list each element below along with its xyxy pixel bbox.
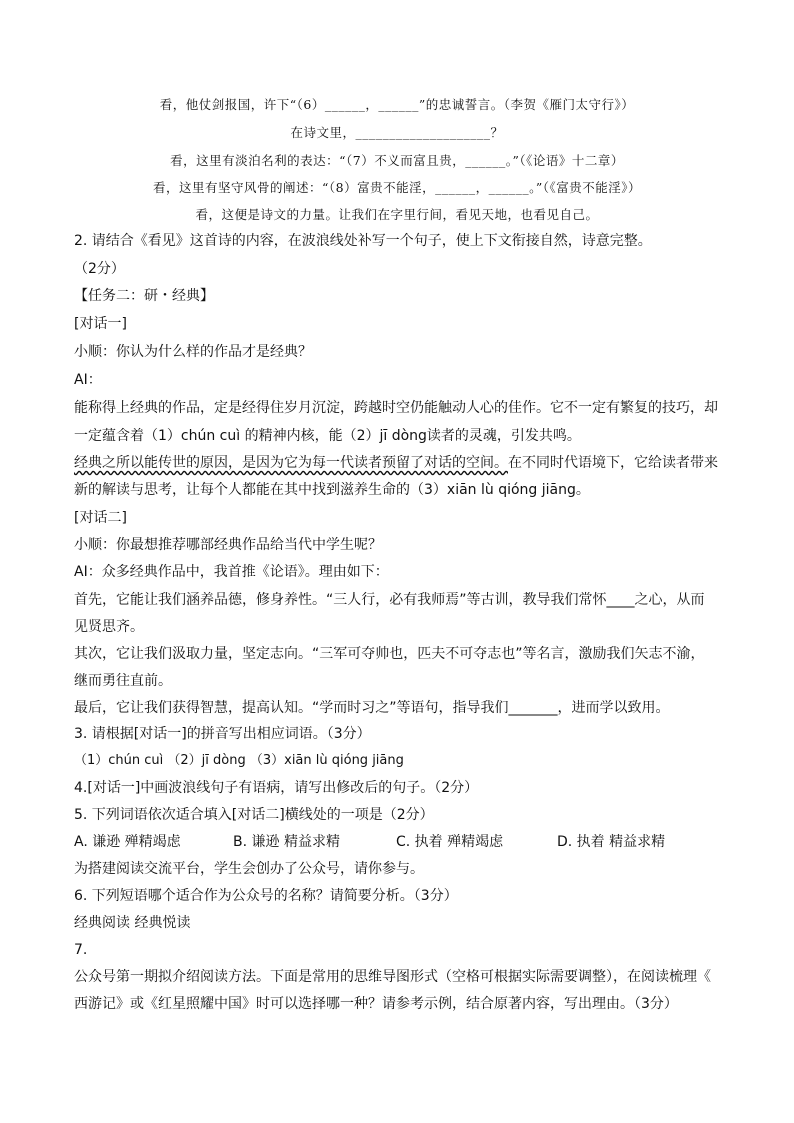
dialog2-para1-line2: 见贤思齐。: [74, 619, 144, 635]
question-3-pinyin: （1）chún cuì （2）jī dòng （3）xiān lù qióng jiāng: [74, 753, 404, 768]
dialog2-para1-post: 之心，从而: [634, 592, 705, 608]
dialog1-para2-line2: 新的解读与思考，让每个人都能在其中找到滋养生命的（3）xiān lù qióng jiāng。: [74, 482, 590, 498]
question-7-line1: 公众号第一期拟介绍阅读方法。下面是常用的思维导图形式（空格可根据实际需要调整），在阅读梳理《: [74, 969, 711, 985]
dialog2-para1-line1: [74, 589, 705, 611]
question-5: 5. 下列词语依次适合填入[对话二]横线处的一项是（2分）: [74, 807, 434, 823]
poem-line-3: 看，这里有淡泊名利的表达：“（7）不义而富且贵，______。”（《论语》十二章）: [170, 153, 624, 168]
dialog1-para2-rest: 在不同时代语境下，它给读者带来: [508, 455, 718, 471]
dialog1-question: 小顺：你认为什么样的作品才是经典？: [74, 344, 312, 360]
dialog1-label: [对话一]: [74, 316, 127, 332]
question-7-number: 7.: [74, 942, 88, 958]
question-2: 2. 请结合《看见》这首诗的内容，在波浪线处补写一个句子，使上下文衔接自然，诗意完整。: [74, 233, 652, 249]
platform-intro: 为搭建阅读交流平台，学生会创办了公众号，请你参与。: [74, 861, 424, 877]
dialog2-para2-line2: 继而勇往直前。: [74, 673, 172, 689]
option-c: C. 执着 殚精竭虑: [396, 834, 504, 850]
question-7-line2: 西游记》或《红星照耀中国》时可以选择哪一种？请参考示例，结合原著内容，写出理由。（3分）: [74, 996, 678, 1012]
option-a: A. 谦逊 殚精竭虑: [74, 834, 181, 850]
dialog1-ai-label: AI：: [74, 372, 102, 388]
question-6-options: 经典阅读 经典悦读: [74, 915, 191, 931]
dialog1-para2-line1: [74, 452, 718, 474]
question-4: 4.[对话一]中画波浪线句子有语病，请写出修改后的句子。（2分）: [74, 780, 479, 796]
wavy-sentence: 经典之所以能传世的原因，是因为它为每一代读者预留了对话的空间。: [74, 455, 508, 471]
dialog2-question: 小顺：你最想推荐哪部经典作品给当代中学生呢？: [74, 537, 382, 553]
option-d: D. 执着 精益求精: [557, 834, 666, 850]
poem-line-5: 看，这便是诗文的力量。让我们在字里行间，看见天地，也看见自己。: [195, 207, 599, 222]
dialog2-para2-line1: 其次，它让我们汲取力量，坚定志向。“三军可夺帅也，匹夫不可夺志也”等名言，激励我们矢志不渝，: [74, 646, 705, 662]
dialog2-blank-1: ____: [606, 592, 635, 608]
poem-line-4: 看，这里有坚守风骨的阐述：“（8）富贵不能淫，______，______。”（《富贵不能淫》）: [153, 180, 641, 195]
poem-line-1: 看，他仗剑报国，许下“（6）______，______”的忠诚誓言。（李贺《雁门太守行》）: [159, 97, 635, 112]
dialog2-label: [对话二]: [74, 510, 127, 526]
dialog1-para1-line1: 能称得上经典的作品，定是经得住岁月沉淀，跨越时空仍能触动人心的佳作。它不一定有繁复的技巧，却: [74, 400, 718, 416]
question-6: 6. 下列短语哪个适合作为公众号的名称？请简要分析。（3分）: [74, 888, 458, 904]
question-2-score: （2分）: [74, 261, 125, 277]
option-b: B. 谦逊 精益求精: [233, 834, 340, 850]
dialog1-para1-line2: 一定蕴含着（1）chún cuì 的精神内核，能（2）jī dòng读者的灵魂，引发共鸣。: [74, 428, 581, 444]
dialog2-para1-pre: 首先，它能让我们涵养品德，修身养性。“三人行，必有我师焉”等古训，教导我们常怀: [74, 592, 607, 608]
poem-line-2: 在诗文里，____________________？: [290, 125, 504, 140]
dialog2-para3: 最后，它让我们获得智慧，提高认知。“学而时习之”等语句，指导我们_______，进而学以致用。: [74, 700, 670, 716]
dialog2-ai: AI：众多经典作品中，我首推《论语》。理由如下：: [74, 564, 389, 580]
question-3: 3. 请根据[对话一]的拼音写出相应词语。（3分）: [74, 726, 371, 742]
task2-title: 【任务二：研・经典】: [74, 288, 214, 304]
